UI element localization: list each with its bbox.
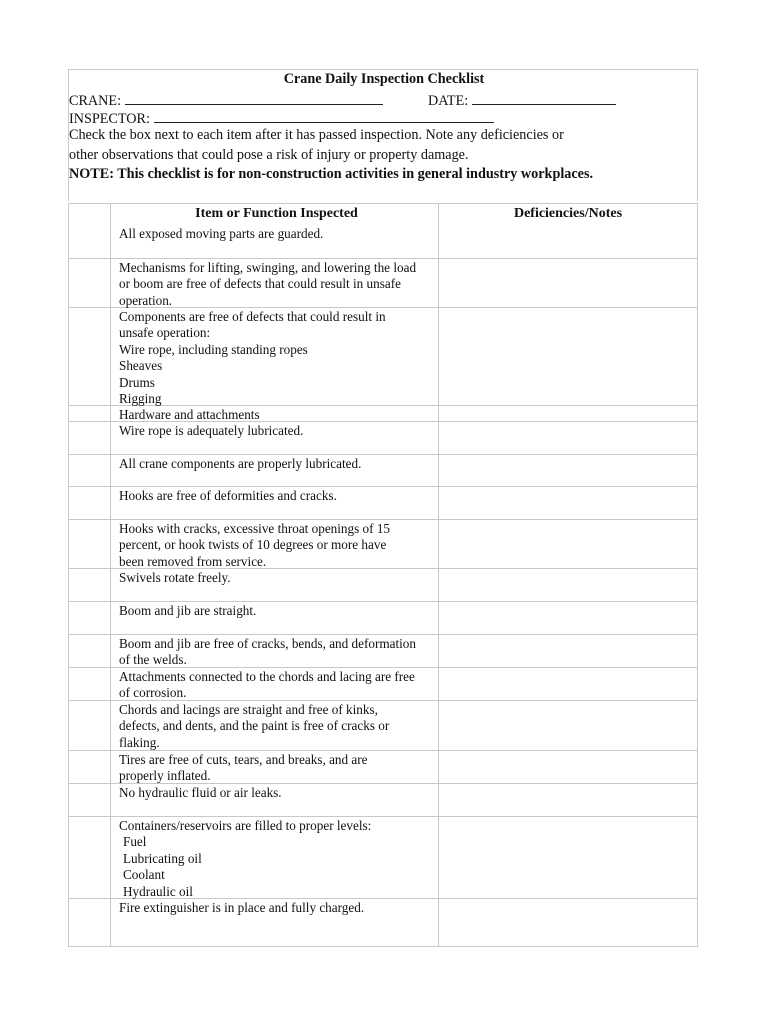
table-row xyxy=(69,898,697,946)
item-text-line: All exposed moving parts are guarded. xyxy=(119,226,324,241)
notes-cell[interactable] xyxy=(439,569,697,601)
inspector-blank-line[interactable] xyxy=(154,108,494,123)
item-text-line: Boom and jib are free of cracks, bends, and deformation xyxy=(119,636,416,651)
crane-blank-line[interactable] xyxy=(125,90,383,105)
table-row xyxy=(69,634,697,667)
crane-field xyxy=(69,90,383,110)
notes-cell[interactable] xyxy=(439,784,697,816)
notes-cell[interactable] xyxy=(439,422,697,454)
notes-cell[interactable] xyxy=(439,668,697,700)
table-row xyxy=(69,667,697,700)
item-text-line: Hooks are free of deformities and cracks. xyxy=(119,488,337,503)
checklist-header xyxy=(68,69,698,201)
item-text-line: Hydraulic oil xyxy=(123,883,193,899)
checkbox-cell[interactable] xyxy=(69,817,111,898)
checkbox-cell[interactable] xyxy=(69,899,111,946)
instructions-line-1: Check the box next to each item after it has passed inspection. Note any deficiencies or xyxy=(69,127,564,143)
item-cell xyxy=(111,225,439,258)
notes-cell[interactable] xyxy=(439,635,697,667)
table-row xyxy=(69,454,697,486)
checkbox-cell[interactable] xyxy=(69,569,111,601)
table-row xyxy=(69,700,697,750)
item-cell xyxy=(111,259,439,307)
table-row xyxy=(69,486,697,519)
item-text-line: or boom are free of defects that could result in unsafe xyxy=(119,276,401,292)
item-column-header: Item or Function Inspected xyxy=(111,204,439,225)
item-cell xyxy=(111,668,439,700)
checkbox-column-header xyxy=(69,204,111,225)
item-text-line: unsafe operation: xyxy=(119,325,211,341)
item-text-line: flaking. xyxy=(119,734,160,750)
checkbox-cell[interactable] xyxy=(69,784,111,816)
checkbox-cell[interactable] xyxy=(69,668,111,700)
item-text-line: Swivels rotate freely. xyxy=(119,570,231,585)
checkbox-cell[interactable] xyxy=(69,701,111,750)
checkbox-cell[interactable] xyxy=(69,259,111,307)
item-text-line: No hydraulic fluid or air leaks. xyxy=(119,785,282,800)
date-field xyxy=(428,90,616,110)
item-cell xyxy=(111,899,439,946)
item-text-line: Fuel xyxy=(123,834,147,850)
item-text-line: Hooks with cracks, excessive throat openings of 15 xyxy=(119,521,391,536)
inspector-label: INSPECTOR: xyxy=(69,111,150,127)
item-text-line: Fire extinguisher is in place and fully charged. xyxy=(119,900,365,915)
item-cell xyxy=(111,422,439,454)
item-text-line: All crane components are properly lubricated. xyxy=(119,456,362,471)
checkbox-cell[interactable] xyxy=(69,751,111,783)
item-text-line: Chords and lacings are straight and free of kinks, xyxy=(119,702,378,717)
checkbox-cell[interactable] xyxy=(69,520,111,568)
table-row xyxy=(69,816,697,898)
notes-cell[interactable] xyxy=(439,259,697,307)
item-cell xyxy=(111,455,439,486)
item-cell xyxy=(111,569,439,601)
notes-cell[interactable] xyxy=(439,751,697,783)
item-text-line: Attachments connected to the chords and lacing are free xyxy=(119,669,415,684)
item-cell xyxy=(111,602,439,634)
item-text-line: percent, or hook twists of 10 degrees or more have xyxy=(119,537,387,553)
checkbox-cell[interactable] xyxy=(69,455,111,486)
notes-cell[interactable] xyxy=(439,520,697,568)
notes-cell[interactable] xyxy=(439,701,697,750)
item-cell xyxy=(111,817,439,898)
item-text-line: Boom and jib are straight. xyxy=(119,603,257,618)
inspector-field xyxy=(69,108,494,128)
table-row xyxy=(69,258,697,307)
item-text-line: Components are free of defects that could result in xyxy=(119,309,386,324)
item-text-line: Lubricating oil xyxy=(123,850,202,866)
table-row xyxy=(69,568,697,601)
notes-cell[interactable] xyxy=(439,406,697,421)
notes-cell[interactable] xyxy=(439,817,697,898)
table-header-row xyxy=(69,204,697,225)
table-row xyxy=(69,750,697,783)
date-label: DATE: xyxy=(428,93,469,109)
item-text-line: Sheaves xyxy=(119,358,163,374)
item-text-line: of the welds. xyxy=(119,652,187,668)
instructions-line-2: other observations that could pose a risk of injury or property damage. xyxy=(69,147,469,163)
notes-cell[interactable] xyxy=(439,308,697,405)
item-cell xyxy=(111,406,439,421)
checkbox-cell[interactable] xyxy=(69,308,111,405)
notes-cell[interactable] xyxy=(439,455,697,486)
table-row xyxy=(69,519,697,568)
item-text-line: of corrosion. xyxy=(119,685,187,701)
table-row xyxy=(69,783,697,816)
checkbox-cell[interactable] xyxy=(69,635,111,667)
table-row xyxy=(69,307,697,405)
item-text-line: operation. xyxy=(119,292,173,308)
item-text-line: Rigging xyxy=(119,391,162,407)
checkbox-cell[interactable] xyxy=(69,487,111,519)
item-text-line: defects, and dents, and the paint is free of cracks or xyxy=(119,718,390,734)
checklist-table xyxy=(68,203,698,947)
notes-cell[interactable] xyxy=(439,225,697,258)
table-row xyxy=(69,225,697,258)
table-row xyxy=(69,421,697,454)
table-row xyxy=(69,405,697,421)
item-text-line: Wire rope is adequately lubricated. xyxy=(119,423,304,438)
notes-cell[interactable] xyxy=(439,602,697,634)
item-text-line: properly inflated. xyxy=(119,768,211,784)
date-blank-line[interactable] xyxy=(472,90,616,105)
item-cell xyxy=(111,487,439,519)
notes-column-header: Deficiencies/Notes xyxy=(513,206,623,221)
item-text-line: Coolant xyxy=(123,867,165,883)
item-text-line: Containers/reservoirs are filled to proper levels: xyxy=(119,818,372,833)
item-cell xyxy=(111,751,439,783)
item-text-line: Drums xyxy=(119,374,155,390)
item-text-line: Tires are free of cuts, tears, and breaks, and are xyxy=(119,752,368,767)
checkbox-cell[interactable] xyxy=(69,422,111,454)
document-title: Crane Daily Inspection Checklist xyxy=(283,71,485,87)
notes-cell[interactable] xyxy=(439,899,697,946)
item-cell xyxy=(111,701,439,750)
checkbox-cell[interactable] xyxy=(69,602,111,634)
item-cell xyxy=(111,520,439,568)
checkbox-cell[interactable] xyxy=(69,406,111,421)
item-text-line: Wire rope, including standing ropes xyxy=(119,341,308,357)
item-text-line: been removed from service. xyxy=(119,553,267,569)
item-text-line: Hardware and attachments xyxy=(119,407,260,422)
notes-cell[interactable] xyxy=(439,487,697,519)
table-row xyxy=(69,601,697,634)
checkbox-cell[interactable] xyxy=(69,225,111,258)
item-cell xyxy=(111,635,439,667)
item-cell xyxy=(111,784,439,816)
note-text: NOTE: This checklist is for non-construction activities in general industry workplaces. xyxy=(69,166,594,182)
item-cell xyxy=(111,308,439,405)
crane-label: CRANE: xyxy=(69,93,122,109)
item-text-line: Mechanisms for lifting, swinging, and lowering the load xyxy=(119,260,417,275)
